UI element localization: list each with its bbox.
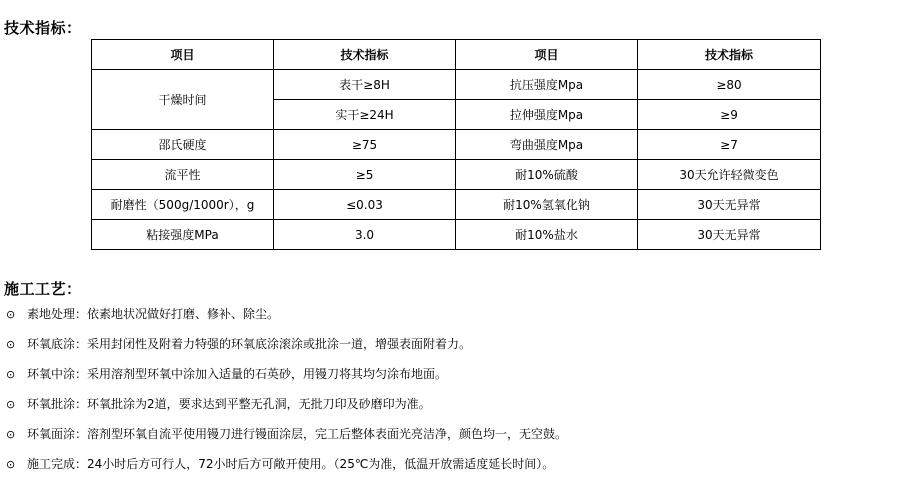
- table-row: [92, 130, 821, 160]
- header-item-2: 项目: [456, 40, 638, 70]
- cell-right-value: 30天无异常: [638, 190, 821, 220]
- cell-right-item: 耐10%硫酸: [456, 160, 638, 190]
- circle-bullet-icon: ⊙: [6, 428, 16, 441]
- process-steps-list: [6, 306, 567, 486]
- cell-right-item: 弯曲强度Mpa: [456, 130, 638, 160]
- cell-left-item: 流平性: [92, 160, 274, 190]
- step-label: 环氧面涂：: [27, 427, 88, 441]
- cell-left-item: 粘接强度MPa: [92, 220, 274, 250]
- table-row: [92, 70, 821, 100]
- step-label: 素地处理：: [27, 307, 88, 321]
- cell-left-item: 耐磨性（500g/1000r），g: [92, 190, 274, 220]
- list-item: [6, 366, 567, 396]
- cell-right-item: 抗压强度Mpa: [456, 70, 638, 100]
- cell-left-value: ≥75: [274, 130, 456, 160]
- step-label: 环氧中涂：: [27, 367, 88, 381]
- circle-bullet-icon: ⊙: [6, 368, 16, 381]
- step-text: 依素地状况做好打磨、修补、除尘。: [87, 307, 280, 321]
- section-title-construction-process: 施工工艺：: [4, 280, 82, 298]
- cell-right-value: 30天允许轻微变色: [638, 160, 821, 190]
- list-item: [6, 426, 567, 456]
- cell-right-value: 30天无异常: [638, 220, 821, 250]
- list-item: [6, 396, 567, 426]
- cell-right-item: 耐10%氢氧化钠: [456, 190, 638, 220]
- cell-left-value: ≥5: [274, 160, 456, 190]
- cell-right-item: 耐10%盐水: [456, 220, 638, 250]
- circle-bullet-icon: ⊙: [6, 308, 16, 321]
- step-text: 24小时后方可行人，72小时后方可敞开使用。（25℃为准，低温开放需适度延长时间）。: [87, 457, 555, 471]
- cell-right-value: ≥7: [638, 130, 821, 160]
- header-item-1: 项目: [92, 40, 274, 70]
- list-item: [6, 306, 567, 336]
- circle-bullet-icon: ⊙: [6, 398, 16, 411]
- header-spec-1: 技术指标: [274, 40, 456, 70]
- table-row: [92, 220, 821, 250]
- cell-right-value: ≥80: [638, 70, 821, 100]
- cell-left-value: 3.0: [274, 220, 456, 250]
- cell-left-value: ≤0.03: [274, 190, 456, 220]
- table-row: [92, 190, 821, 220]
- cell-left-value: 实干≥24H: [274, 100, 456, 130]
- step-text: 采用封闭性及附着力特强的环氧底涂滚涂或批涂一道，增强表面附着力。: [87, 337, 472, 351]
- cell-left-value: 表干≥8H: [274, 70, 456, 100]
- cell-left-item: 干燥时间: [92, 70, 274, 130]
- header-spec-2: 技术指标: [638, 40, 821, 70]
- list-item: [6, 336, 567, 366]
- step-label: 施工完成：: [27, 457, 88, 471]
- step-label: 环氧批涂：: [27, 397, 88, 411]
- step-text: 溶剂型环氧自流平使用镘刀进行镘面涂层，完工后整体表面光亮洁净，颜色均一，无空鼓。: [87, 427, 568, 441]
- step-text: 采用溶剂型环氧中涂加入适量的石英砂，用镘刀将其均匀涂布地面。: [87, 367, 448, 381]
- circle-bullet-icon: ⊙: [6, 458, 16, 471]
- cell-left-item: 邵氏硬度: [92, 130, 274, 160]
- section-title-technical-specs: 技术指标：: [4, 19, 82, 37]
- spec-table: [91, 39, 821, 250]
- step-label: 环氧底涂：: [27, 337, 88, 351]
- table-row: [92, 160, 821, 190]
- table-header-row: [92, 40, 821, 70]
- list-item: [6, 456, 567, 486]
- cell-right-value: ≥9: [638, 100, 821, 130]
- cell-right-item: 拉伸强度Mpa: [456, 100, 638, 130]
- circle-bullet-icon: ⊙: [6, 338, 16, 351]
- step-text: 环氧批涂为2道，要求达到平整无孔洞，无批刀印及砂磨印为准。: [87, 397, 431, 411]
